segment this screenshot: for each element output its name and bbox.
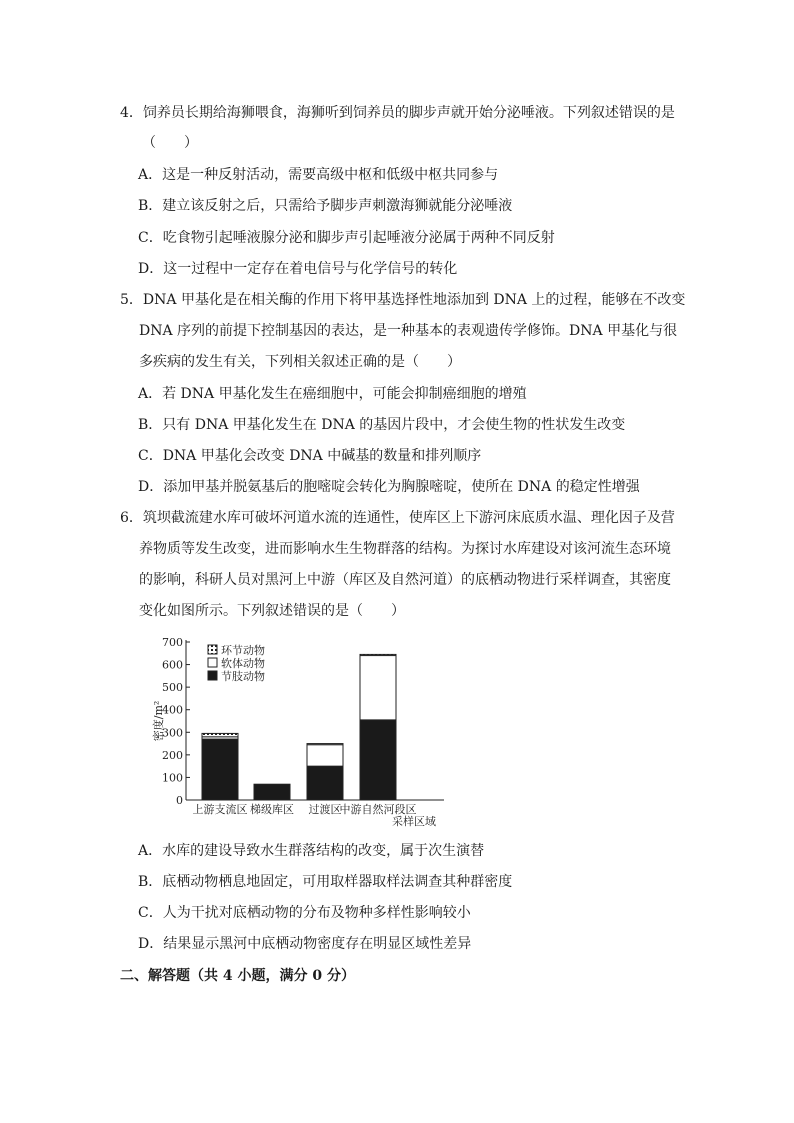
question-6-stem-line: 养物质等发生改变，进而影响水生生物群落的结构。为探讨水库建设对该河流生态环境 [139, 541, 671, 557]
y-tick-label: 600 [162, 658, 183, 672]
question-4-option-a: A．这是一种反射活动，需要高级中枢和低级中枢共同参与 [138, 167, 499, 183]
bar-0-0 [202, 739, 238, 800]
question-4-stem-line: （ ） [142, 135, 198, 151]
section-heading: 二、解答题（共 4 小题，满分 0 分） [120, 968, 355, 984]
question-4-stem-line: 4．饲养员长期给海狮喂食，海狮听到饲养员的脚步声就开始分泌唾液。下列叙述错误的是 [120, 105, 675, 121]
x-tick-label: 梯级库区 [250, 803, 294, 816]
x-tick-label: 上游支流区 [192, 803, 248, 816]
x-tick-label: 中游自然河段区 [339, 803, 417, 816]
y-tick-label: 400 [162, 703, 183, 717]
y-tick-label: 100 [162, 771, 183, 785]
question-5-option-a: A．若 DNA 甲基化发生在癌细胞中，可能会抑制癌细胞的增殖 [138, 386, 527, 402]
bar-2-0 [202, 733, 238, 736]
bar-1-3 [360, 656, 396, 720]
question-5-option-c: C．DNA 甲基化会改变 DNA 中碱基的数量和排列顺序 [138, 448, 482, 464]
x-axis-label: 采样区域 [392, 815, 436, 828]
question-5-option-b: B．只有 DNA 甲基化发生在 DNA 的基因片段中，才会使生物的性状发生改变 [138, 417, 626, 433]
bar-2-3 [360, 654, 396, 655]
legend-label: 节肢动物 [221, 670, 265, 683]
question-4-option-c: C．吃食物引起唾液腺分泌和脚步声引起唾液分泌属于两种不同反射 [138, 230, 555, 246]
question-6-stem-line: 6．筑坝截流建水库可破坏河道水流的连通性，使库区上下游河床底质水温、理化因子及营 [120, 510, 675, 526]
question-6-stem-line: 的影响，科研人员对黑河上中游（库区及自然河道）的底栖动物进行采样调查，其密度 [139, 572, 671, 588]
y-tick-label: 700 [162, 636, 183, 649]
x-tick-label: 过渡区 [308, 803, 342, 816]
y-tick-label: 0 [176, 794, 183, 807]
question-5-stem-line: 5．DNA 甲基化是在相关酶的作用下将甲基选择性地添加到 DNA 上的过程，能够在不改变 [120, 292, 686, 308]
bar-2-2 [307, 744, 343, 745]
y-tick-label: 500 [162, 681, 183, 695]
legend-swatch [208, 658, 217, 667]
question-5-option-d: D．添加甲基并脱氨基后的胞嘧啶会转化为胸腺嘧啶，使所在 DNA 的稳定性增强 [138, 479, 640, 495]
question-4-option-d: D．这一过程中一定存在着电信号与化学信号的转化 [138, 261, 458, 277]
legend-label: 软体动物 [221, 657, 265, 670]
question-4-option-b: B．建立该反射之后，只需给予脚步声刺激海狮就能分泌唾液 [138, 198, 513, 214]
bar-0-1 [254, 784, 290, 800]
question-6-stem-line: 变化如图所示。下列叙述错误的是（ ） [139, 603, 405, 619]
question-5-stem-line: 多疾病的发生有关，下列相关叙述正确的是（ ） [139, 354, 461, 370]
legend-swatch [208, 645, 217, 654]
question-6-option-d: D．结果显示黑河中底栖动物密度存在明显区域性差异 [138, 936, 472, 952]
question-6-option-a: A．水库的建设导致水生群落结构的改变，属于次生演替 [138, 843, 485, 859]
legend-label: 环节动物 [221, 644, 265, 657]
bar-0-3 [360, 720, 396, 800]
y-tick-label: 300 [162, 726, 183, 740]
bar-1-2 [307, 745, 343, 766]
bar-0-2 [307, 766, 343, 800]
y-tick-label: 200 [162, 748, 183, 762]
density-bar-chart [150, 632, 450, 832]
question-5-stem-line: DNA 序列的前提下控制基因的表达，是一种基本的表观遗传学修饰。DNA 甲基化与很 [139, 323, 678, 339]
question-6-option-b: B．底栖动物栖息地固定，可用取样器取样法调查其种群密度 [138, 874, 513, 890]
y-axis-label: 密度/m² [152, 700, 165, 742]
question-6-option-c: C．人为干扰对底栖动物的分布及物种多样性影响较小 [138, 905, 471, 921]
legend-swatch [208, 671, 217, 680]
